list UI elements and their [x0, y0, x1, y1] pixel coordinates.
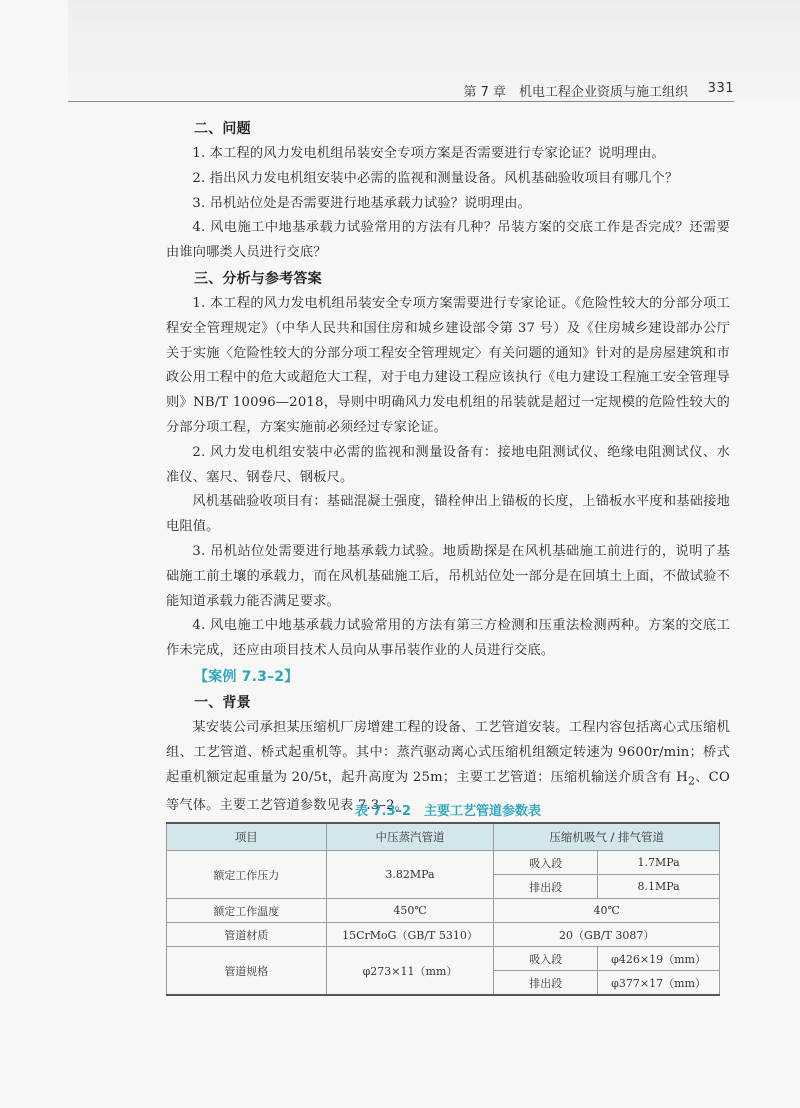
answer-2-foundation: 风机基础验收项目有：基础混凝土强度，锚栓伸出上锚板的长度，上锚板水平度和基础接地电阻值。 [166, 494, 730, 535]
table-row [167, 923, 720, 947]
question-2: 2. 指出风力发电机组安装中必需的监视和测量设备。风机基础验收项目有哪几个？ [192, 170, 679, 186]
temp-compressor: 40℃ [494, 899, 720, 923]
case-label: 【案例 7.3–2】 [194, 668, 299, 685]
answer-2: 2. 风力发电机组安装中必需的监视和测量设备有：接地电阻测试仪、绝缘电阻测试仪、水准仪、塞尺、钢卷尺、钢板尺。 [166, 444, 730, 485]
question-3: 3. 吊机站位处是否需要进行地基承载力试验？说明理由。 [192, 195, 532, 211]
subscript-2: 2 [687, 774, 696, 788]
questions-heading: 二、问题 [194, 121, 251, 137]
temp-steam: 450℃ [326, 899, 494, 923]
table-header-row [167, 823, 720, 851]
header-steam-pipe: 中压蒸汽管道 [326, 823, 494, 851]
pressure-out-label: 排出段 [494, 875, 598, 899]
spec-steam: φ273×11（mm） [326, 947, 494, 996]
spec-label: 管道规格 [167, 947, 327, 996]
page-number: 331 [707, 81, 734, 96]
pressure-steam: 3.82MPa [326, 851, 494, 899]
pressure-in: 1.7MPa [598, 851, 720, 875]
material-steam: 15CrMoG（GB/T 5310） [326, 923, 494, 947]
table-row [167, 947, 720, 971]
table-row [167, 851, 720, 875]
spec-out: φ377×17（mm） [598, 971, 720, 996]
answer-1: 1. 本工程的风力发电机组吊装安全专项方案需要进行专家论证。《危险性较大的分部分项工程安全管理规定》（中华人民共和国住房和城乡建设部令第 37 号）及《住房城乡建设部办公厅关于实施〈危险性较大的分部分项工程安全管理规定〉有关问题的通知》针对的是房屋建筑和市政公用工程中的危大或超危大工程，对于电力建设工程应该执行《电力建设工程施工安全管理导则》NB/T 10096—2018，导则中明确风力发电机组的吊装就是超过一定规模的危险性较大的分部分项工程，方案实施前必须经过专家论证。 [166, 295, 730, 435]
material-compressor: 20（GB/T 3087） [494, 923, 720, 947]
pressure-in-label: 吸入段 [494, 851, 598, 875]
header-rule [68, 101, 734, 102]
page-header [68, 78, 734, 102]
temp-label: 额定工作温度 [167, 899, 327, 923]
table-caption: 表 7.3–2 主要工艺管道参数表 [354, 804, 542, 819]
chapter-title: 第 7 章 机电工程企业资质与施工组织 [463, 85, 688, 100]
spec-in: φ426×19（mm） [598, 947, 720, 971]
background-text-2: 、CO 等气体。主要工艺管道参数见表 7.3–2。 [166, 769, 730, 813]
answer-4: 4. 风电施工中地基承载力试验常用的方法有第三方检测和压重法检测两种。方案的交底工作未完成，还应由项目技术人员向从事吊装作业的人员进行交底。 [166, 618, 730, 659]
background-text-1: 某安装公司承担某压缩机厂房增建工程的设备、工艺管道安装。工程内容包括离心式压缩机组、工艺管道、桥式起重机等。其中：蒸汽驱动离心式压缩机组额定转速为 9600r/min；桥式起重机额定起重量为 20/5t，起升高度为 25m；主要工艺管道：压缩机输送介质含有 H [166, 719, 730, 785]
pipe-parameter-table [166, 822, 720, 996]
header-compressor-pipe: 压缩机吸气 / 排气管道 [494, 823, 720, 851]
question-1: 1. 本工程的风力发电机组吊装安全专项方案是否需要进行专家论证？说明理由。 [192, 146, 665, 161]
header-item: 项目 [167, 823, 327, 851]
pressure-label: 额定工作压力 [167, 851, 327, 899]
background-heading: 一、背景 [194, 694, 251, 711]
spec-out-label: 排出段 [494, 971, 598, 996]
question-4: 4. 风电施工中地基承载力试验常用的方法有几种？吊装方案的交底工作是否完成？还需要由谁向哪类人员进行交底？ [166, 220, 730, 261]
answer-3: 3. 吊机站位处需要进行地基承载力试验。地质勘探是在风机基础施工前进行的，说明了基础施工前土壤的承载力，而在风机基础施工后，吊机站位处一部分是在回填土上面，不做试验不能知道承载力能否满足要求。 [166, 543, 730, 609]
answers-heading: 三、分析与参考答案 [194, 270, 322, 287]
page-body [166, 116, 730, 819]
material-label: 管道材质 [167, 923, 327, 947]
table-row [167, 899, 720, 923]
pressure-out: 8.1MPa [598, 875, 720, 899]
spec-in-label: 吸入段 [494, 947, 598, 971]
